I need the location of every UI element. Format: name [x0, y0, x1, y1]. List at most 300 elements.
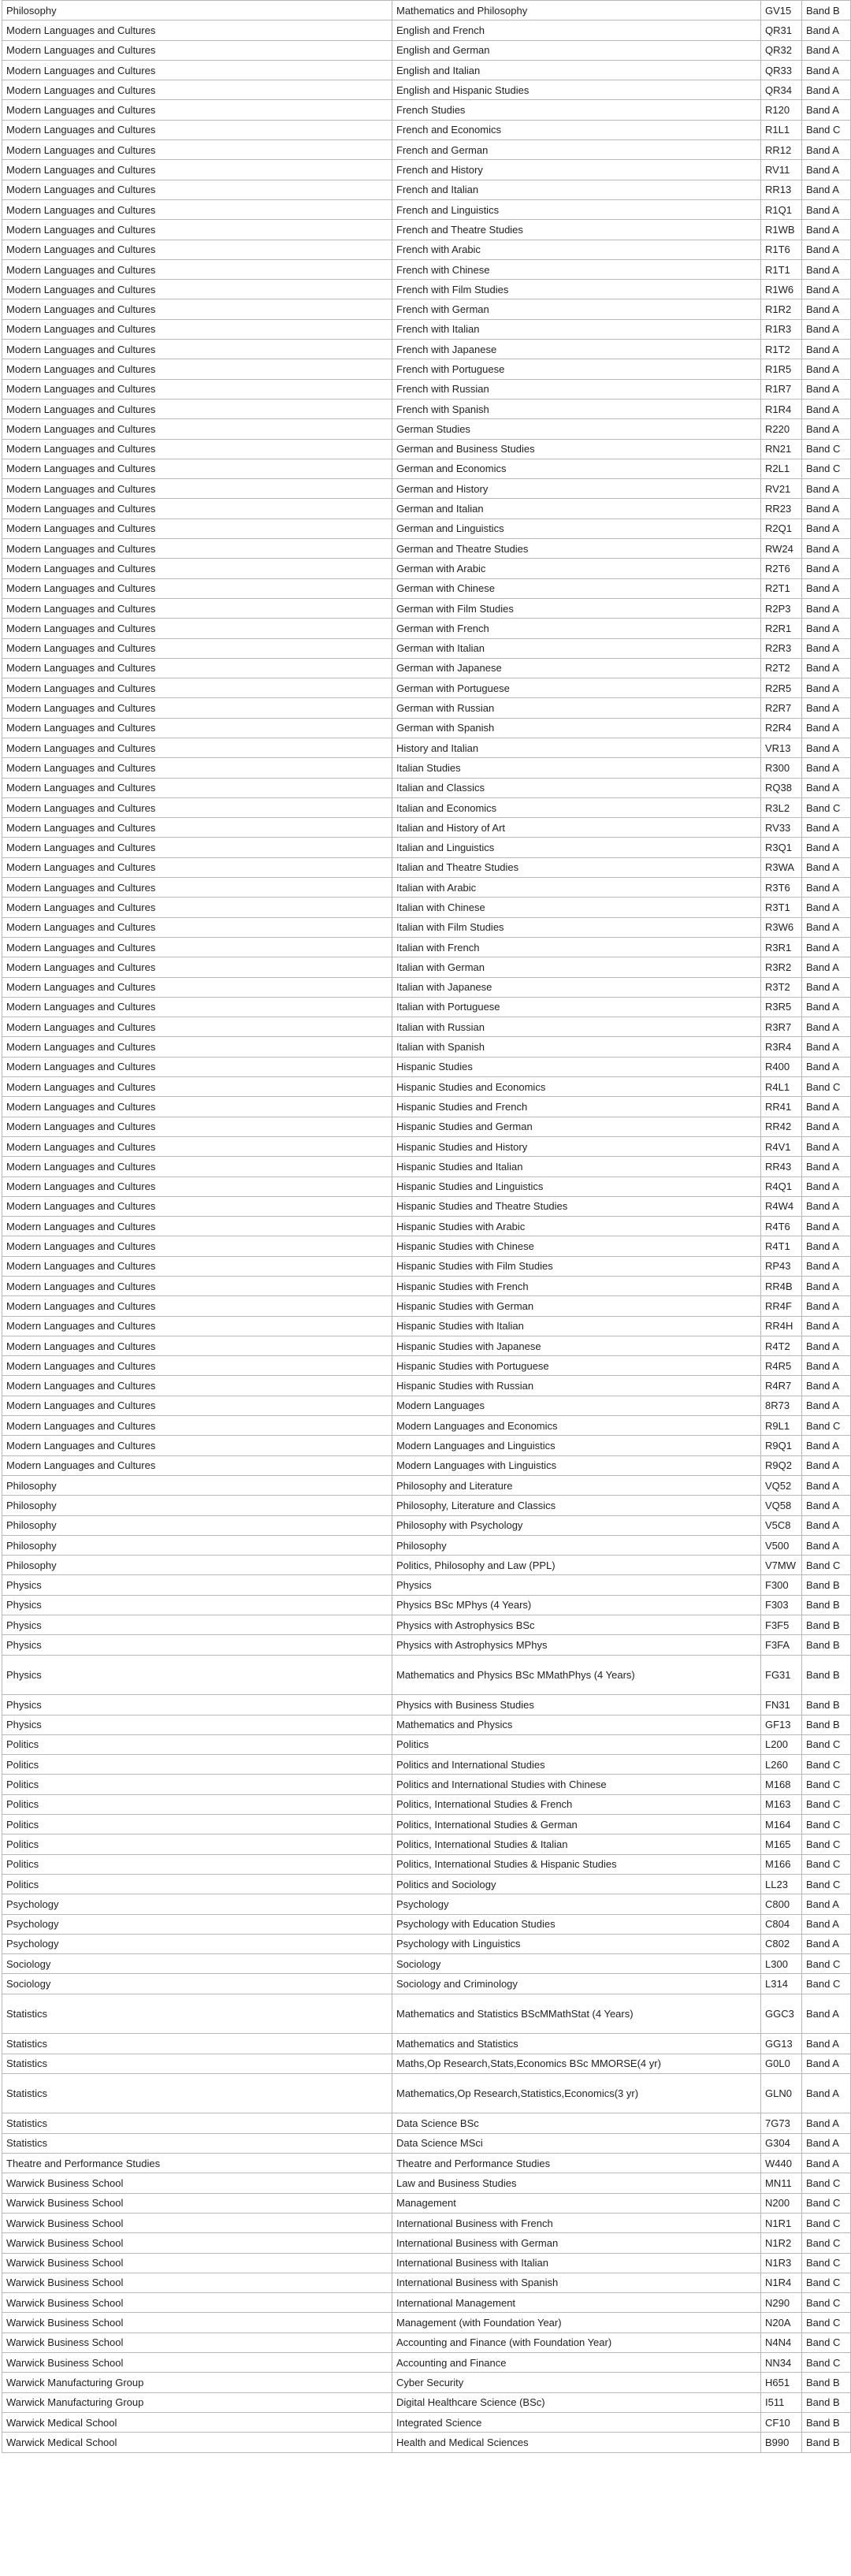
- code-cell: R2R5: [761, 678, 802, 698]
- table-row: [2, 2113, 851, 2133]
- course-cell: Hispanic Studies with Japanese: [392, 1336, 761, 1355]
- band-cell: Band C: [802, 2273, 851, 2292]
- course-cell: Cyber Security: [392, 2373, 761, 2392]
- code-cell: RR4H: [761, 1316, 802, 1336]
- table-row: [2, 499, 851, 519]
- code-cell: 7G73: [761, 2113, 802, 2133]
- code-cell: N20A: [761, 2313, 802, 2333]
- department-cell: Modern Languages and Cultures: [2, 1017, 392, 1037]
- department-cell: Statistics: [2, 2034, 392, 2054]
- band-cell: Band A: [802, 1057, 851, 1076]
- table-row: [2, 2353, 851, 2373]
- course-cell: Sociology and Criminology: [392, 1974, 761, 1994]
- band-cell: Band A: [802, 259, 851, 279]
- table-row: [2, 678, 851, 698]
- band-cell: Band C: [802, 1874, 851, 1894]
- table-row: [2, 1734, 851, 1754]
- code-cell: 8R73: [761, 1396, 802, 1415]
- course-cell: Italian Studies: [392, 758, 761, 778]
- band-cell: Band A: [802, 1176, 851, 1196]
- department-cell: Physics: [2, 1575, 392, 1595]
- table-row: [2, 1974, 851, 1994]
- department-cell: Modern Languages and Cultures: [2, 818, 392, 838]
- department-cell: Modern Languages and Cultures: [2, 797, 392, 817]
- code-cell: R2R4: [761, 718, 802, 738]
- course-cell: French with Spanish: [392, 399, 761, 418]
- table-row: [2, 1176, 851, 1196]
- band-cell: Band A: [802, 220, 851, 240]
- table-row: [2, 2034, 851, 2054]
- code-cell: RQ38: [761, 778, 802, 797]
- course-cell: Mathematics and Statistics BScMMathStat (4 Years): [392, 1994, 761, 2034]
- department-cell: Philosophy: [2, 1556, 392, 1575]
- code-cell: R9Q1: [761, 1436, 802, 1455]
- course-cell: Physics with Astrophysics BSc: [392, 1615, 761, 1635]
- table-row: [2, 1475, 851, 1495]
- code-cell: W440: [761, 2154, 802, 2173]
- table-row: [2, 718, 851, 738]
- course-cell: Data Science MSci: [392, 2133, 761, 2153]
- band-cell: Band A: [802, 857, 851, 877]
- table-row: [2, 280, 851, 299]
- course-cell: International Business with Spanish: [392, 2273, 761, 2292]
- department-cell: Politics: [2, 1734, 392, 1754]
- course-cell: Politics, International Studies & Hispanic Studies: [392, 1854, 761, 1874]
- department-cell: Modern Languages and Cultures: [2, 658, 392, 678]
- department-cell: Modern Languages and Cultures: [2, 778, 392, 797]
- band-cell: Band A: [802, 758, 851, 778]
- course-cell: Philosophy, Literature and Classics: [392, 1496, 761, 1515]
- course-cell: Hispanic Studies with Film Studies: [392, 1256, 761, 1276]
- code-cell: R4T1: [761, 1236, 802, 1256]
- department-cell: Statistics: [2, 2073, 392, 2113]
- code-cell: NN34: [761, 2353, 802, 2373]
- department-cell: Modern Languages and Cultures: [2, 160, 392, 180]
- table-row: [2, 2193, 851, 2213]
- band-cell: Band B: [802, 1615, 851, 1635]
- band-cell: Band B: [802, 2373, 851, 2392]
- code-cell: QR31: [761, 20, 802, 40]
- table-row: [2, 2333, 851, 2352]
- table-row: [2, 698, 851, 718]
- department-cell: Modern Languages and Cultures: [2, 80, 392, 100]
- code-cell: N200: [761, 2193, 802, 2213]
- department-cell: Philosophy: [2, 1496, 392, 1515]
- band-cell: Band B: [802, 1575, 851, 1595]
- table-row: [2, 1236, 851, 1256]
- band-cell: Band A: [802, 379, 851, 399]
- course-cell: German with Japanese: [392, 658, 761, 678]
- department-cell: Warwick Business School: [2, 2213, 392, 2232]
- table-row: [2, 1994, 851, 2034]
- course-cell: Integrated Science: [392, 2412, 761, 2432]
- course-cell: Health and Medical Sciences: [392, 2433, 761, 2452]
- table-row: [2, 977, 851, 997]
- band-cell: Band A: [802, 280, 851, 299]
- course-cell: German with Arabic: [392, 559, 761, 578]
- table-row: [2, 1934, 851, 1953]
- band-cell: Band A: [802, 1515, 851, 1535]
- course-cell: French with Japanese: [392, 340, 761, 359]
- table-row: [2, 1277, 851, 1296]
- band-cell: Band A: [802, 878, 851, 898]
- course-cell: Politics and International Studies: [392, 1755, 761, 1775]
- code-cell: M168: [761, 1775, 802, 1794]
- table-row: [2, 1695, 851, 1715]
- table-row: [2, 559, 851, 578]
- department-cell: Modern Languages and Cultures: [2, 598, 392, 618]
- table-row: [2, 1815, 851, 1834]
- band-cell: Band C: [802, 439, 851, 459]
- code-cell: G0L0: [761, 2054, 802, 2073]
- code-cell: F3FA: [761, 1635, 802, 1655]
- course-cell: German and Business Studies: [392, 439, 761, 459]
- department-cell: Warwick Business School: [2, 2173, 392, 2193]
- table-row: [2, 2293, 851, 2313]
- course-cell: Maths,Op Research,Stats,Economics BSc MMORSE(4 yr): [392, 2054, 761, 2073]
- department-cell: Modern Languages and Cultures: [2, 957, 392, 977]
- code-cell: QR32: [761, 40, 802, 60]
- table-row: [2, 598, 851, 618]
- code-cell: R1W6: [761, 280, 802, 299]
- course-cell: German with French: [392, 619, 761, 638]
- band-cell: Band A: [802, 359, 851, 379]
- table-row: [2, 797, 851, 817]
- department-cell: Modern Languages and Cultures: [2, 20, 392, 40]
- band-cell: Band C: [802, 2233, 851, 2253]
- department-cell: Warwick Business School: [2, 2193, 392, 2213]
- table-row: [2, 1256, 851, 1276]
- course-cell: Politics, International Studies & French: [392, 1794, 761, 1814]
- table-row: [2, 2213, 851, 2232]
- department-cell: Modern Languages and Cultures: [2, 519, 392, 538]
- code-cell: VQ52: [761, 1475, 802, 1495]
- code-cell: M163: [761, 1794, 802, 1814]
- code-cell: B990: [761, 2433, 802, 2452]
- department-cell: Modern Languages and Cultures: [2, 240, 392, 259]
- code-cell: R120: [761, 100, 802, 120]
- code-cell: V5C8: [761, 1515, 802, 1535]
- course-cell: Italian with French: [392, 937, 761, 957]
- course-cell: Physics with Business Studies: [392, 1695, 761, 1715]
- department-cell: Warwick Manufacturing Group: [2, 2373, 392, 2392]
- department-cell: Modern Languages and Cultures: [2, 1396, 392, 1415]
- table-row: [2, 1894, 851, 1914]
- band-cell: Band A: [802, 698, 851, 718]
- course-cell: Italian with Russian: [392, 1017, 761, 1037]
- course-cell: Accounting and Finance (with Foundation Year): [392, 2333, 761, 2352]
- department-cell: Modern Languages and Cultures: [2, 559, 392, 578]
- band-cell: Band A: [802, 160, 851, 180]
- table-row: [2, 240, 851, 259]
- code-cell: R3R2: [761, 957, 802, 977]
- code-cell: R2R1: [761, 619, 802, 638]
- course-cell: German with Spanish: [392, 718, 761, 738]
- department-cell: Modern Languages and Cultures: [2, 359, 392, 379]
- course-cell: German with Film Studies: [392, 598, 761, 618]
- course-cell: English and German: [392, 40, 761, 60]
- department-cell: Philosophy: [2, 1, 392, 20]
- code-cell: M164: [761, 1815, 802, 1834]
- code-cell: R3R1: [761, 937, 802, 957]
- department-cell: Modern Languages and Cultures: [2, 439, 392, 459]
- band-cell: Band A: [802, 1157, 851, 1176]
- table-row: [2, 917, 851, 937]
- table-row: [2, 1575, 851, 1595]
- band-cell: Band A: [802, 60, 851, 80]
- department-cell: Physics: [2, 1615, 392, 1635]
- band-cell: Band B: [802, 1695, 851, 1715]
- code-cell: GGC3: [761, 1994, 802, 2034]
- course-cell: Modern Languages: [392, 1396, 761, 1415]
- table-row: [2, 1834, 851, 1854]
- table-row: [2, 2273, 851, 2292]
- code-cell: R3R5: [761, 997, 802, 1017]
- department-cell: Modern Languages and Cultures: [2, 60, 392, 80]
- course-cell: History and Italian: [392, 738, 761, 757]
- band-cell: Band A: [802, 1196, 851, 1216]
- department-cell: Statistics: [2, 1994, 392, 2034]
- department-cell: Modern Languages and Cultures: [2, 199, 392, 219]
- table-row: [2, 2133, 851, 2153]
- course-cell: Hispanic Studies with French: [392, 1277, 761, 1296]
- table-body: [2, 1, 851, 2453]
- code-cell: R3T1: [761, 898, 802, 917]
- code-cell: V7MW: [761, 1556, 802, 1575]
- table-row: [2, 997, 851, 1017]
- code-cell: RP43: [761, 1256, 802, 1276]
- band-cell: Band C: [802, 459, 851, 478]
- course-cell: International Business with French: [392, 2213, 761, 2232]
- course-cell: German and History: [392, 479, 761, 499]
- code-cell: R9Q2: [761, 1455, 802, 1475]
- code-cell: N290: [761, 2293, 802, 2313]
- course-cell: German with Russian: [392, 698, 761, 718]
- course-cell: Hispanic Studies: [392, 1057, 761, 1076]
- table-row: [2, 2392, 851, 2412]
- department-cell: Politics: [2, 1834, 392, 1854]
- course-cell: Italian with German: [392, 957, 761, 977]
- band-cell: Band A: [802, 1535, 851, 1555]
- course-cell: French with Chinese: [392, 259, 761, 279]
- code-cell: R3T2: [761, 977, 802, 997]
- course-cell: French with German: [392, 299, 761, 319]
- course-cell: Hispanic Studies with Arabic: [392, 1217, 761, 1236]
- code-cell: C800: [761, 1894, 802, 1914]
- table-row: [2, 2253, 851, 2273]
- band-cell: Band C: [802, 1755, 851, 1775]
- table-row: [2, 399, 851, 418]
- department-cell: Warwick Business School: [2, 2313, 392, 2333]
- code-cell: RR41: [761, 1097, 802, 1117]
- band-cell: Band A: [802, 479, 851, 499]
- code-cell: R4R5: [761, 1356, 802, 1376]
- band-cell: Band C: [802, 2333, 851, 2352]
- department-cell: Modern Languages and Cultures: [2, 997, 392, 1017]
- course-cell: Psychology with Education Studies: [392, 1914, 761, 1934]
- band-cell: Band A: [802, 240, 851, 259]
- code-cell: RV11: [761, 160, 802, 180]
- course-cell: English and Italian: [392, 60, 761, 80]
- band-cell: Band C: [802, 1974, 851, 1994]
- band-cell: Band A: [802, 2154, 851, 2173]
- table-row: [2, 1316, 851, 1336]
- band-cell: Band A: [802, 1455, 851, 1475]
- course-cell: Italian and Classics: [392, 778, 761, 797]
- code-cell: R1R5: [761, 359, 802, 379]
- department-cell: Warwick Business School: [2, 2353, 392, 2373]
- code-cell: C802: [761, 1934, 802, 1953]
- table-row: [2, 619, 851, 638]
- department-cell: Modern Languages and Cultures: [2, 40, 392, 60]
- band-cell: Band C: [802, 2293, 851, 2313]
- code-cell: N4N4: [761, 2333, 802, 2352]
- course-cell: French with Italian: [392, 319, 761, 339]
- course-cell: Modern Languages and Economics: [392, 1416, 761, 1436]
- band-cell: Band A: [802, 100, 851, 120]
- course-cell: French and Theatre Studies: [392, 220, 761, 240]
- department-cell: Politics: [2, 1874, 392, 1894]
- band-cell: Band A: [802, 1475, 851, 1495]
- code-cell: R4T6: [761, 1217, 802, 1236]
- band-cell: Band C: [802, 797, 851, 817]
- band-cell: Band A: [802, 1894, 851, 1914]
- table-row: [2, 1755, 851, 1775]
- department-cell: Modern Languages and Cultures: [2, 1176, 392, 1196]
- code-cell: L260: [761, 1755, 802, 1775]
- table-row: [2, 2073, 851, 2113]
- course-cell: Modern Languages with Linguistics: [392, 1455, 761, 1475]
- code-cell: N1R2: [761, 2233, 802, 2253]
- band-cell: Band A: [802, 2034, 851, 2054]
- table-row: [2, 1157, 851, 1176]
- band-cell: Band A: [802, 1277, 851, 1296]
- department-cell: Modern Languages and Cultures: [2, 937, 392, 957]
- table-row: [2, 259, 851, 279]
- table-row: [2, 1496, 851, 1515]
- code-cell: GG13: [761, 2034, 802, 2054]
- course-cell: Philosophy with Psychology: [392, 1515, 761, 1535]
- code-cell: M165: [761, 1834, 802, 1854]
- band-cell: Band A: [802, 578, 851, 598]
- band-cell: Band C: [802, 2253, 851, 2273]
- department-cell: Modern Languages and Cultures: [2, 1196, 392, 1216]
- department-cell: Modern Languages and Cultures: [2, 1416, 392, 1436]
- course-cell: Mathematics,Op Research,Statistics,Economics(3 yr): [392, 2073, 761, 2113]
- course-cell: Management: [392, 2193, 761, 2213]
- table-row: [2, 1077, 851, 1097]
- course-cell: Politics: [392, 1734, 761, 1754]
- table-row: [2, 2433, 851, 2452]
- code-cell: R2R3: [761, 638, 802, 658]
- course-cell: Politics, Philosophy and Law (PPL): [392, 1556, 761, 1575]
- department-cell: Modern Languages and Cultures: [2, 419, 392, 439]
- course-cell: German and Theatre Studies: [392, 539, 761, 559]
- course-cell: Mathematics and Philosophy: [392, 1, 761, 20]
- department-cell: Modern Languages and Cultures: [2, 100, 392, 120]
- department-cell: Warwick Manufacturing Group: [2, 2392, 392, 2412]
- band-cell: Band B: [802, 2412, 851, 2432]
- table-row: [2, 1436, 851, 1455]
- band-cell: Band A: [802, 1914, 851, 1934]
- code-cell: QR34: [761, 80, 802, 100]
- table-row: [2, 1854, 851, 1874]
- course-cell: German Studies: [392, 419, 761, 439]
- course-cell: Politics, International Studies & German: [392, 1815, 761, 1834]
- band-cell: Band A: [802, 559, 851, 578]
- table-row: [2, 359, 851, 379]
- table-row: [2, 100, 851, 120]
- course-cell: French with Russian: [392, 379, 761, 399]
- table-row: [2, 539, 851, 559]
- table-row: [2, 1416, 851, 1436]
- table-row: [2, 220, 851, 240]
- course-cell: Philosophy: [392, 1535, 761, 1555]
- department-cell: Physics: [2, 1655, 392, 1695]
- band-cell: Band A: [802, 2054, 851, 2073]
- code-cell: R3WA: [761, 857, 802, 877]
- code-cell: R220: [761, 419, 802, 439]
- table-row: [2, 1595, 851, 1615]
- department-cell: Philosophy: [2, 1515, 392, 1535]
- code-cell: R3Q1: [761, 838, 802, 857]
- table-row: [2, 1914, 851, 1934]
- department-cell: Physics: [2, 1695, 392, 1715]
- course-cell: Hispanic Studies and History: [392, 1136, 761, 1156]
- table-row: [2, 738, 851, 757]
- code-cell: R2T1: [761, 578, 802, 598]
- code-cell: R4W4: [761, 1196, 802, 1216]
- table-row: [2, 439, 851, 459]
- course-cell: Hispanic Studies and Italian: [392, 1157, 761, 1176]
- department-cell: Modern Languages and Cultures: [2, 1376, 392, 1396]
- course-cell: French and Italian: [392, 180, 761, 199]
- course-cell: French and German: [392, 140, 761, 160]
- code-cell: V500: [761, 1535, 802, 1555]
- code-cell: R2P3: [761, 598, 802, 618]
- code-cell: VQ58: [761, 1496, 802, 1515]
- band-cell: Band A: [802, 738, 851, 757]
- table-row: [2, 1515, 851, 1535]
- band-cell: Band A: [802, 1994, 851, 2034]
- course-cell: Law and Business Studies: [392, 2173, 761, 2193]
- table-row: [2, 1775, 851, 1794]
- code-cell: R2Q1: [761, 519, 802, 538]
- department-cell: Physics: [2, 1595, 392, 1615]
- table-row: [2, 40, 851, 60]
- code-cell: N1R1: [761, 2213, 802, 2232]
- course-cell: International Management: [392, 2293, 761, 2313]
- course-cell: Politics and International Studies with Chinese: [392, 1775, 761, 1794]
- course-cell: Accounting and Finance: [392, 2353, 761, 2373]
- department-cell: Modern Languages and Cultures: [2, 718, 392, 738]
- department-cell: Modern Languages and Cultures: [2, 1356, 392, 1376]
- code-cell: GLN0: [761, 2073, 802, 2113]
- table-row: [2, 778, 851, 797]
- code-cell: R1R4: [761, 399, 802, 418]
- department-cell: Modern Languages and Cultures: [2, 977, 392, 997]
- course-cell: Physics with Astrophysics MPhys: [392, 1635, 761, 1655]
- department-cell: Politics: [2, 1794, 392, 1814]
- code-cell: M166: [761, 1854, 802, 1874]
- code-cell: R1R7: [761, 379, 802, 399]
- band-cell: Band A: [802, 638, 851, 658]
- course-cell: English and Hispanic Studies: [392, 80, 761, 100]
- code-cell: F303: [761, 1595, 802, 1615]
- code-cell: VR13: [761, 738, 802, 757]
- code-cell: R2T2: [761, 658, 802, 678]
- table-row: [2, 459, 851, 478]
